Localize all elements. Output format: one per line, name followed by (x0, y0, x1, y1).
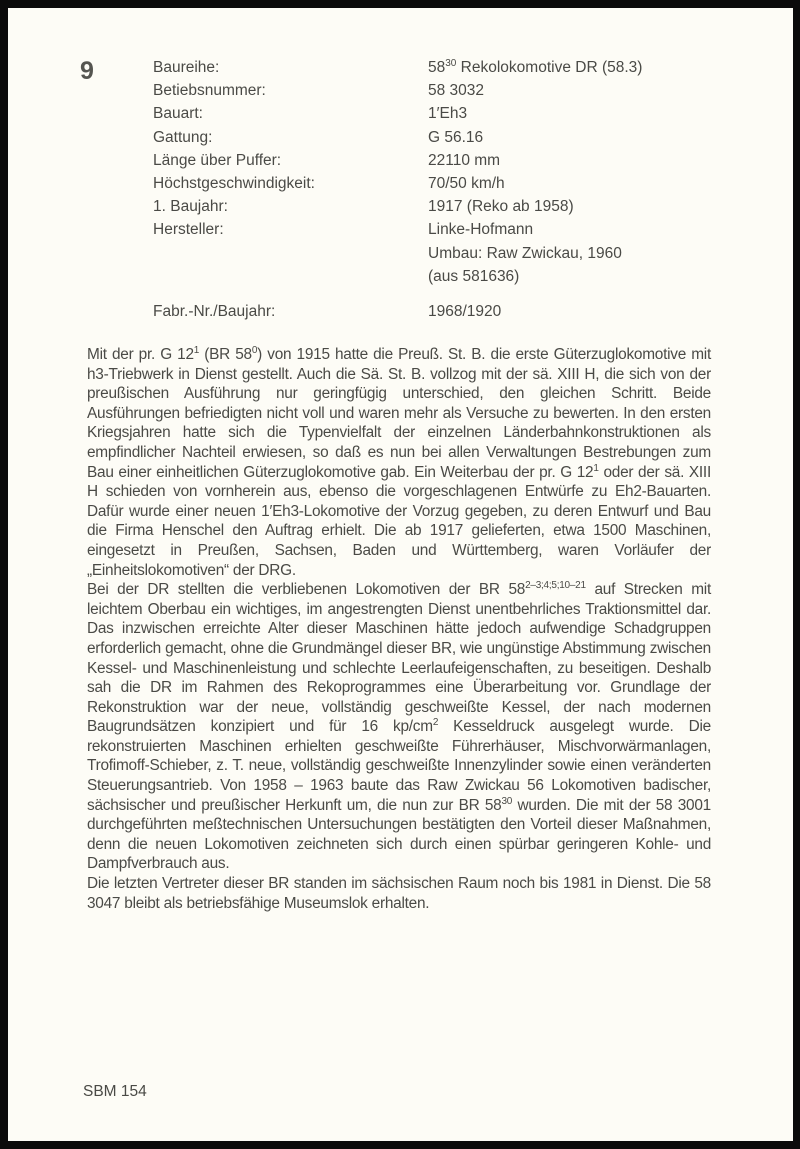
superscript: 2 (432, 717, 439, 729)
spec-value: Linke-Hofmann (428, 221, 534, 239)
spec-row-fabr-nr (153, 300, 642, 323)
spec-value: 22110 mm (428, 151, 501, 169)
spec-label: Gattung: (153, 128, 213, 146)
superscript: 30 (501, 795, 513, 807)
spec-label: Betiebsnummer: (153, 82, 266, 100)
text-run: Mit der pr. G 12 (87, 346, 194, 363)
spec-label: Hersteller: (153, 221, 224, 239)
spec-value: 58 3032 (428, 82, 485, 100)
text-run: wurden. Die mit der 58 3001 durchgeführten meßtechnischen Untersuchungen bestätigten den Vorteil dieser Maßnahmen, denn die neuen Lokomotiven zeichneten sich durch einen spürbar geringeren Kohle- und Dampfverbrauch aus. (87, 796, 711, 873)
spec-label: Höchstgeschwindigkeit: (153, 175, 315, 193)
spec-row-baureihe (153, 56, 642, 79)
spec-value-rest: Rekolokomotive DR (58.3) (456, 59, 643, 76)
spec-row-gattung (153, 126, 642, 149)
paragraph-3: Die letzten Vertreter dieser BR standen im sächsischen Raum noch bis 1981 in Dienst. Die 58 3047 bleibt als betriebsfähige Museumslok erhalten. (87, 875, 711, 912)
card-number: 9 (80, 57, 94, 85)
spec-value: 1917 (Reko ab 1958) (428, 198, 574, 216)
superscript: 2–3;4;5;10–21 (525, 580, 586, 592)
spec-label: Länge über Puffer: (153, 151, 282, 169)
spec-value: 70/50 km/h (428, 175, 505, 193)
superscript: 1 (593, 462, 599, 474)
spec-row-laenge (153, 149, 642, 172)
spec-row-aus (153, 265, 642, 288)
paragraph-1 (87, 345, 711, 580)
text-run: (BR 58 (199, 346, 252, 363)
text-run: oder der sä. XIII H schieden von vornherein aus, ebenso die vorgeschlagenen Entwürfe zu Eh2-Bauarten. Dafür wurde einer neuen 1′Eh3-Lokomotive der Vorzug gegeben, zu deren Entwurf und Bau die Firma Henschel den Auftrag erhielt. Die ab 1917 gelieferten, etwa 1500 Maschinen, eingesetzt in Preußen, Sachsen, Baden und Württemberg, waren Vorläufer der „Einheitslokomotiven“ der DRG. (87, 463, 711, 579)
spec-value: (aus 581636) (428, 267, 520, 285)
spec-value (428, 56, 642, 79)
spec-row-bauart (153, 102, 642, 125)
superscript: 1 (193, 345, 200, 356)
spec-value-main: 58 (428, 59, 446, 76)
text-run: Kesseldruck ausgelegt wurde. Die rekonstruierten Maschinen erhielten geschweißte Führerhäuser, Mischvorwärmanlagen, Trofimoff-Schieber, z. T. neue, vollständig geschweißte Innenzylinder sowie einen veränderten Steuerungsantrieb. Von 1958 – 1963 baute das Raw Zwickau 56 Lokomotiven badischer, sächsischer und preußischer Herkunft um, die nun zur BR 58 (87, 718, 711, 814)
spec-label: Baureihe: (153, 59, 220, 76)
spec-label (153, 265, 428, 288)
paragraph-2 (87, 580, 711, 874)
spec-row-geschwindigkeit (153, 172, 642, 195)
superscript: 0 (251, 345, 258, 356)
spec-row-hersteller (153, 218, 642, 241)
spec-label (153, 242, 428, 265)
spec-value: G 56.16 (428, 128, 484, 146)
spec-row-betriebsnummer (153, 79, 642, 102)
spec-label: Fabr.-Nr./Baujahr: (153, 303, 276, 321)
text-run: Bei der DR stellten die verbliebenen Lokomotiven der BR 58 (87, 581, 526, 599)
text-run: ) von 1915 hatte die Preuß. St. B. die erste Güterzuglokomotive mit h3-Triebwerk in Dienst gestellt. Auch die Sä. St. B. vollzog mit der sä. XIII H, die sich von der preußischen Ausführung nur geringfügig unterschied, den gleichen Schritt. Beide Ausführungen befriedigten nicht voll und waren mehr als Versuche zu bewerten. In den ersten Kriegsjahren hatte sich die Typenvielfalt der einzelnen Länderbahnkonstruktionen als empfindlicher Nachteil erwiesen, so daß es nun bei allen Verwaltungen Bestrebungen zum Bau einer einheitlichen Güterzuglokomotive gab. Ein Weiterbau der pr. G 12 (87, 346, 711, 481)
spec-value-sup: 30 (445, 58, 457, 69)
spec-value: 1968/1920 (428, 303, 502, 321)
footer-card-id: SBM 154 (83, 1083, 147, 1100)
spec-table (153, 56, 642, 323)
spec-label: Bauart: (153, 105, 203, 123)
text-run: auf Strecken mit leichtem Oberbau ein wichtiges, im angestrengten Dienst unentbehrliches Traktionsmittel dar. Das inzwischen erreichte Alter dieser Maschinen hätte jedoch aufwendige Schadgruppen erforderlich gemacht, ohne die Grundmängel dieser BR, wie ungünstige Abstimmung zwischen Kessel- und Maschinenleistung und schlechte Leerlaufeigenschaften, zu beseitigen. Deshalb sah die DR im Rahmen des Rekoprogrammes eine Überarbeitung vor. Grundlage der Rekonstruktion war der neue, vollständig geschweißte Kessel, der nach modernen Baugrundsätzen konzipiert und für 16 kp/cm (87, 581, 711, 736)
spec-label: 1. Baujahr: (153, 198, 228, 216)
spec-row-baujahr (153, 195, 642, 218)
spec-row-umbau (153, 242, 642, 265)
spec-value: Umbau: Raw Zwickau, 1960 (428, 244, 622, 262)
spec-value: 1′Eh3 (428, 105, 468, 123)
body-text (87, 345, 711, 913)
